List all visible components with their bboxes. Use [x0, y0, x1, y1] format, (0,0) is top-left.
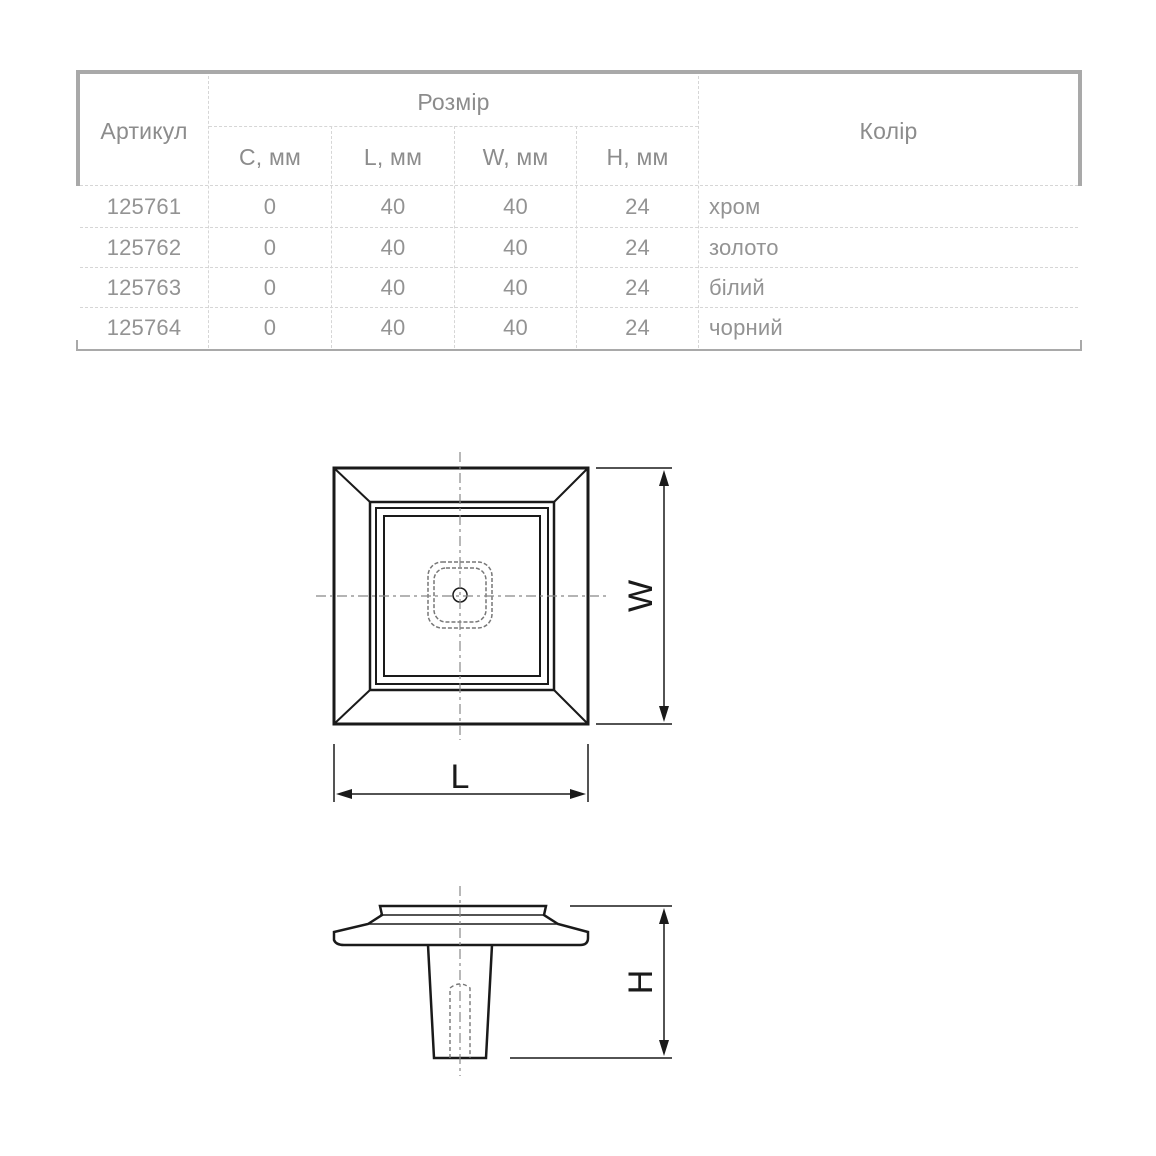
- spec-table: [76, 70, 1082, 352]
- cell-c: 0: [263, 194, 277, 219]
- cell-c: 0: [263, 234, 277, 260]
- arrow-head: [659, 908, 669, 924]
- table-frame-right: [1078, 70, 1082, 186]
- cell-color: золото: [709, 234, 779, 260]
- arrow-head: [336, 789, 352, 799]
- technical-drawing-svg: [300, 440, 720, 1100]
- arrow-head: [659, 1040, 669, 1056]
- arrow-head: [659, 706, 669, 722]
- cell-l: 40: [380, 315, 406, 340]
- bevel-line: [554, 690, 588, 724]
- bevel-line: [334, 690, 370, 724]
- cell-h: 24: [625, 315, 650, 340]
- cell-color: чорний: [709, 315, 783, 340]
- cell-w: 40: [503, 315, 528, 340]
- header-l: L, мм: [363, 143, 423, 170]
- dimension-label-w: W: [622, 579, 660, 613]
- row-divider: [209, 126, 698, 127]
- cell-article: 125762: [106, 234, 182, 260]
- technical-drawing: [300, 440, 720, 1100]
- header-w: W, мм: [482, 143, 549, 170]
- cell-w: 40: [503, 274, 528, 300]
- header-article: Артикул: [100, 117, 188, 144]
- table-frame-corner: [76, 340, 78, 351]
- cell-c: 0: [263, 315, 277, 340]
- cell-article: 125761: [106, 194, 182, 219]
- cell-c: 0: [263, 274, 277, 300]
- cell-l: 40: [380, 274, 406, 300]
- header-color: Колір: [859, 117, 918, 144]
- header-size-group: Розмір: [417, 88, 490, 115]
- cell-article: 125764: [106, 315, 182, 340]
- cell-h: 24: [625, 194, 650, 219]
- table-frame-top: [76, 70, 1082, 74]
- cell-article: 125763: [106, 274, 182, 300]
- header-c: C, мм: [238, 143, 301, 170]
- cell-color: хром: [709, 194, 761, 219]
- cell-l: 40: [380, 234, 406, 260]
- cell-l: 40: [380, 194, 406, 219]
- bevel-line: [554, 468, 588, 502]
- bevel-line: [334, 468, 370, 502]
- arrow-head: [659, 470, 669, 486]
- header-h: H, мм: [606, 143, 669, 170]
- cell-h: 24: [625, 234, 650, 260]
- arrow-head: [570, 789, 586, 799]
- table-frame-bottom: [76, 349, 1082, 351]
- dimension-label-l: L: [450, 758, 470, 796]
- cell-h: 24: [625, 274, 650, 300]
- cell-w: 40: [503, 194, 528, 219]
- dimension-label-h: H: [622, 969, 660, 995]
- side-view-cap: [334, 906, 588, 945]
- cell-color: білий: [709, 274, 765, 300]
- table-frame-corner: [1080, 340, 1082, 351]
- cell-w: 40: [503, 234, 528, 260]
